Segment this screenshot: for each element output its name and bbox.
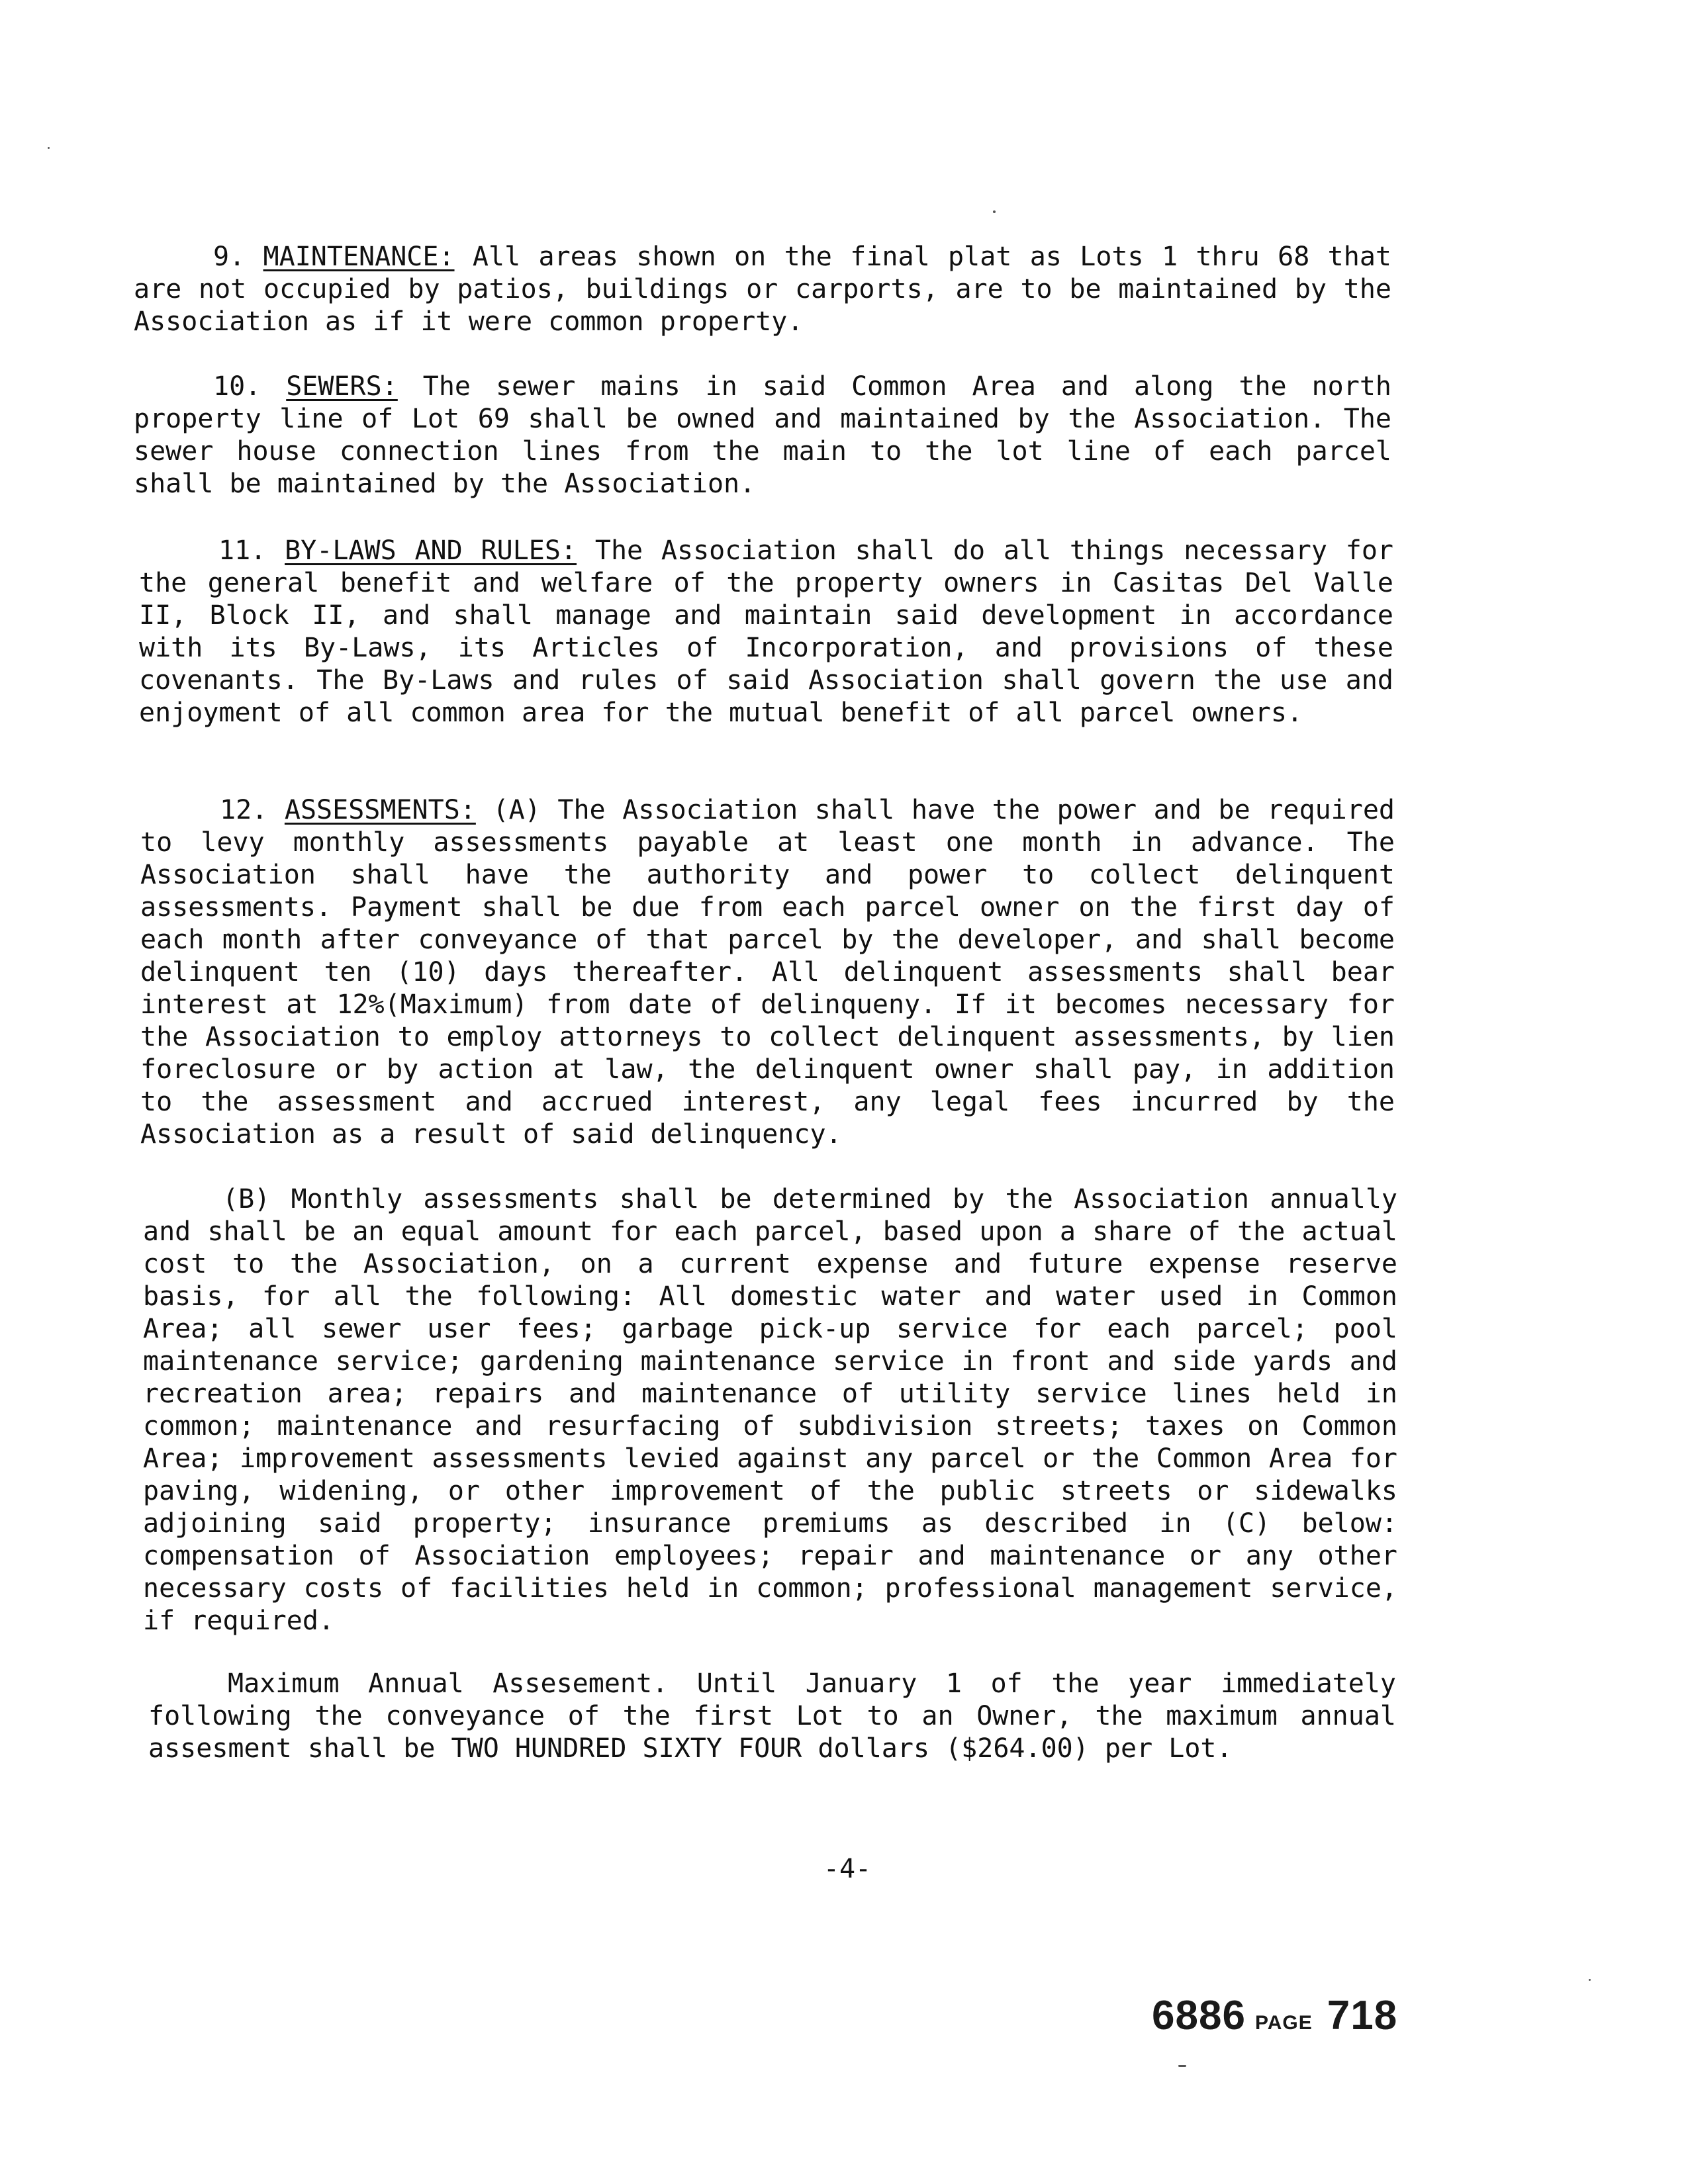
section-number: 12. <box>220 795 268 825</box>
recording-stamp <box>1152 1992 1397 2039</box>
section-12-b <box>143 1183 1397 1637</box>
recording-page-label: PAGE <box>1254 2012 1313 2034</box>
page-number: -4- <box>823 1854 872 1884</box>
scan-speck <box>48 147 50 149</box>
section-text: All areas shown on the final plat as Lots 1 thru 68 that are not occupied by patios, buildings or carports, are to be maintained by the Association as if it were common property. <box>134 242 1391 337</box>
section-heading: SEWERS: <box>286 371 398 402</box>
section-heading: MAINTENANCE: <box>263 242 455 272</box>
section-number: 9. <box>213 242 246 272</box>
section-heading: BY-LAWS AND RULES: <box>285 535 577 566</box>
maximum-annual-assessment <box>148 1668 1396 1765</box>
scan-speck <box>1178 2065 1186 2067</box>
recording-page-number: 718 <box>1327 1993 1398 2038</box>
section-10 <box>134 371 1391 500</box>
section-number: 11. <box>218 535 267 566</box>
section-number: 10. <box>213 371 261 402</box>
section-text: (A) The Association shall have the power and be required to levy monthly assessments payable at least one month in advance. The Association shall have the authority and power to collect delinquent assessments. Payment shall be due from each parcel owner on the first day of each month after conveyance of that parcel by the developer, and shall become delinquent ten (10) days thereafter. All delinquent assessments shall bear interest at 12%(Maximum) from date of delinqueny. If it becomes necessary for the Association to employ attorneys to collect delinquent assessments, by lien foreclosure or by action at law, the delinquent owner shall pay, in addition to the assessment and accrued interest, any legal fees incurred by the Association as a result of said delinquency. <box>140 795 1395 1150</box>
section-11 <box>139 535 1393 729</box>
section-text: The sewer mains in said Common Area and along the north property line of Lot 69 shall be owned and maintained by the Association. The sewer house connection lines from the main to the lot line of each parcel shall be maintained by the Association. <box>134 371 1392 499</box>
recording-book-number: 6886 <box>1152 1993 1246 2038</box>
section-text: The Association shall do all things necessary for the general benefit and welfare of the property owners in Casitas Del Valle II, Block II, and shall manage and maintain said development in accordance with its By-Laws, its Articles of Incorporation, and provisions of these covenants. The By-Laws and rules of said Association shall govern the use and enjoyment of all common area for the mutual benefit of all parcel owners. <box>139 535 1393 728</box>
section-heading: ASSESSMENTS: <box>284 795 476 825</box>
scan-speck <box>993 210 996 213</box>
section-text: (B) Monthly assessments shall be determined by the Association annually and shall be an equal amount for each parcel, based upon a share of the actual cost to the Association, on a current expense and future expense reserve basis, for all the following: All domestic water and water used in Common Area; all sewer user fees; garbage pick-up service for each parcel; pool maintenance service; gardening maintenance service in front and side yards and recreation area; repairs and maintenance of utility service lines held in common; maintenance and resurfacing of subdivision streets; taxes on Common Area; improvement assessments levied against any parcel or the Common Area for paving, widening, or other improvement of the public streets or sidewalks adjoining said property; insurance premiums as described in (C) below: compensation of Association employees; repair and maintenance or any other necessary costs of facilities held in common; professional management service, if required. <box>143 1184 1397 1636</box>
scan-speck <box>1589 1979 1591 1981</box>
section-9 <box>134 241 1391 338</box>
section-12 <box>140 794 1395 1151</box>
section-text: Maximum Annual Assesement. Until January 1 of the year immediately following the conveyance of the first Lot to an Owner, the maximum annual assesment shall be TWO HUNDRED SIXTY FOUR dollars ($264.00) per Lot. <box>148 1668 1396 1764</box>
